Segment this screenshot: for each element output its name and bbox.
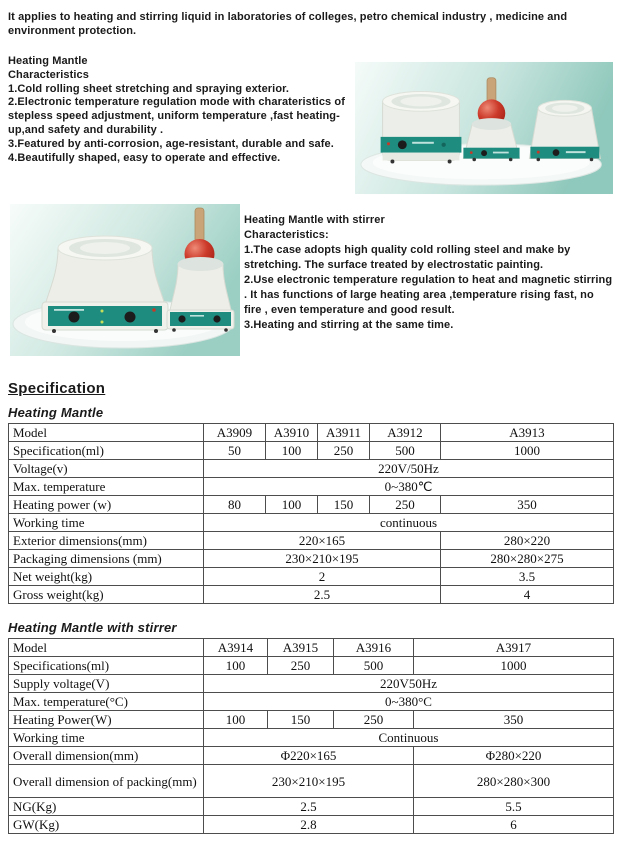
cell-value: 230×210×195 <box>204 550 441 568</box>
table-row <box>9 514 614 532</box>
cell-value: A3911 <box>318 424 370 442</box>
cell-value: A3913 <box>441 424 614 442</box>
table-row <box>9 496 614 514</box>
heating-mantle-section <box>8 55 613 195</box>
cell-label: Working time <box>9 729 204 747</box>
cell-value: 220V/50Hz <box>204 460 614 478</box>
characteristic-item: 2.Use electronic temperature regulation to heat and magnetic stirring . It has functions of large heating area ,temperature rising fast, no fire , even temperature and good result. <box>244 274 613 316</box>
cell-value: 2.5 <box>204 586 441 604</box>
cell-value: 150 <box>318 496 370 514</box>
table-row <box>9 657 614 675</box>
table-row <box>9 478 614 496</box>
cell-value: 150 <box>268 711 334 729</box>
cell-value: A3909 <box>204 424 266 442</box>
indicator-light <box>387 142 390 145</box>
cell-value: 100 <box>266 496 318 514</box>
heating-mantle-large <box>42 236 168 333</box>
stirrer-characteristics <box>244 213 613 356</box>
cell-value: 0~380°C <box>204 693 614 711</box>
cell-label: NG(Kg) <box>9 798 204 816</box>
stirrer-section <box>8 204 613 356</box>
cell-value: A3910 <box>266 424 318 442</box>
cell-value: 250 <box>268 657 334 675</box>
table-row <box>9 550 614 568</box>
cell-value: 250 <box>370 496 441 514</box>
cell-value: Continuous <box>204 729 614 747</box>
heating-mantle-table <box>8 423 614 604</box>
cell-label: Model <box>9 639 204 657</box>
cell-value: A3917 <box>414 639 614 657</box>
cell-value: 250 <box>334 711 414 729</box>
characteristic-item: 4.Beautifully shaped, easy to operate and effective. <box>8 151 281 164</box>
cell-value: 2.5 <box>204 798 414 816</box>
intro-paragraph: It applies to heating and stirring liquid in laboratories of colleges, petro chemical industry , medicine and environment protection. <box>8 11 568 37</box>
section-title: Heating Mantle with stirrer <box>244 214 385 226</box>
cell-label: GW(Kg) <box>9 816 204 834</box>
cell-value: 100 <box>266 442 318 460</box>
heating-mantle-characteristics <box>8 55 355 195</box>
cell-value: 500 <box>334 657 414 675</box>
section-subtitle: Characteristics: <box>244 229 329 241</box>
table-row <box>9 424 614 442</box>
table-row <box>9 586 614 604</box>
table-row <box>9 798 614 816</box>
table1-title: Heating Mantle <box>8 405 104 420</box>
table-row <box>9 765 614 798</box>
characteristic-item: 3.Featured by anti-corrosion, age-resistant, durable and safe. <box>8 137 334 150</box>
cell-value: A3915 <box>268 639 334 657</box>
cell-value: 4 <box>441 586 614 604</box>
cell-value: 1000 <box>441 442 614 460</box>
section-subtitle: Characteristics <box>8 68 89 81</box>
cell-value: 250 <box>318 442 370 460</box>
table-row <box>9 532 614 550</box>
cell-value: A3914 <box>204 639 268 657</box>
table-row <box>9 693 614 711</box>
cell-value: 6 <box>414 816 614 834</box>
cell-label: Heating Power(W) <box>9 711 204 729</box>
table-row <box>9 442 614 460</box>
control-panel <box>530 147 599 159</box>
table-row <box>9 747 614 765</box>
cell-label: Specification(ml) <box>9 442 204 460</box>
specification-heading: Specification <box>8 380 106 397</box>
section-title: Heating Mantle <box>8 55 88 67</box>
characteristic-item: 1.The case adopts high quality cold rolling steel and make by stretching. The surface treated by electrostatic painting. <box>244 244 571 271</box>
knob-icon <box>213 315 220 322</box>
cell-value: 350 <box>414 711 614 729</box>
characteristic-item: 3.Heating and stirring at the same time. <box>244 319 454 331</box>
knob-icon <box>481 150 487 156</box>
cell-value: 50 <box>204 442 266 460</box>
table-row <box>9 460 614 478</box>
cell-label: Net weight(kg) <box>9 568 204 586</box>
knob-icon <box>398 140 407 149</box>
table-row <box>9 639 614 657</box>
cell-value: Φ280×220 <box>414 747 614 765</box>
table-row <box>9 711 614 729</box>
cell-value: 500 <box>370 442 441 460</box>
cell-value: 280×280×300 <box>414 765 614 798</box>
cell-label: Heating power (w) <box>9 496 204 514</box>
flask-stopper <box>195 208 204 242</box>
cell-value: 100 <box>204 711 268 729</box>
characteristic-item: 2.Electronic temperature regulation mode with charateristics of stepless speed adjustment, uniform temperature ,fast heating-up,and safety and durability . <box>8 96 345 136</box>
cell-value: 280×280×275 <box>441 550 614 568</box>
control-panel <box>380 137 461 153</box>
cell-value: Φ220×165 <box>204 747 414 765</box>
cell-value: 220V50Hz <box>204 675 614 693</box>
cell-label: Supply voltage(V) <box>9 675 204 693</box>
knob-icon <box>125 312 136 323</box>
cell-label: Exterior dimensions(mm) <box>9 532 204 550</box>
heating-mantle-stirrer-table <box>8 638 614 834</box>
cell-label: Max. temperature <box>9 478 204 496</box>
cell-label: Model <box>9 424 204 442</box>
table-row <box>9 675 614 693</box>
table-row <box>9 816 614 834</box>
cell-label: Max. temperature(°C) <box>9 693 204 711</box>
cell-label: Voltage(v) <box>9 460 204 478</box>
cell-value: 100 <box>204 657 268 675</box>
cell-value: 80 <box>204 496 266 514</box>
knob-icon <box>553 149 560 156</box>
cell-value: 1000 <box>414 657 614 675</box>
heating-mantle-left <box>380 92 461 164</box>
cell-value: 2 <box>204 568 441 586</box>
table-row <box>9 729 614 747</box>
cell-value: 3.5 <box>441 568 614 586</box>
heating-mantles-photo <box>355 61 613 195</box>
table2-title: Heating Mantle with stirrer <box>8 620 177 635</box>
cell-label: Overall dimension(mm) <box>9 747 204 765</box>
cell-label: Working time <box>9 514 204 532</box>
cell-value: 220×165 <box>204 532 441 550</box>
cell-value: 2.8 <box>204 816 414 834</box>
heating-mantle-stirrer-photo <box>10 204 240 356</box>
cell-value: 280×220 <box>441 532 614 550</box>
cell-value: 350 <box>441 496 614 514</box>
knob-icon <box>69 312 80 323</box>
heating-mantle-right <box>529 100 600 161</box>
cell-value: 230×210×195 <box>204 765 414 798</box>
table-row <box>9 568 614 586</box>
cell-value: continuous <box>204 514 614 532</box>
cell-label: Gross weight(kg) <box>9 586 204 604</box>
cell-value: 0~380℃ <box>204 478 614 496</box>
cell-value: A3912 <box>370 424 441 442</box>
knob-icon <box>178 315 185 322</box>
cell-value: A3916 <box>334 639 414 657</box>
cell-label: Packaging dimensions (mm) <box>9 550 204 568</box>
characteristic-item: 1.Cold rolling sheet stretching and spraying exterior. <box>8 82 290 95</box>
cell-label: Specifications(ml) <box>9 657 204 675</box>
cell-value: 5.5 <box>414 798 614 816</box>
cell-label: Overall dimension of packing(mm) <box>9 765 204 798</box>
indicator-light <box>152 308 156 312</box>
